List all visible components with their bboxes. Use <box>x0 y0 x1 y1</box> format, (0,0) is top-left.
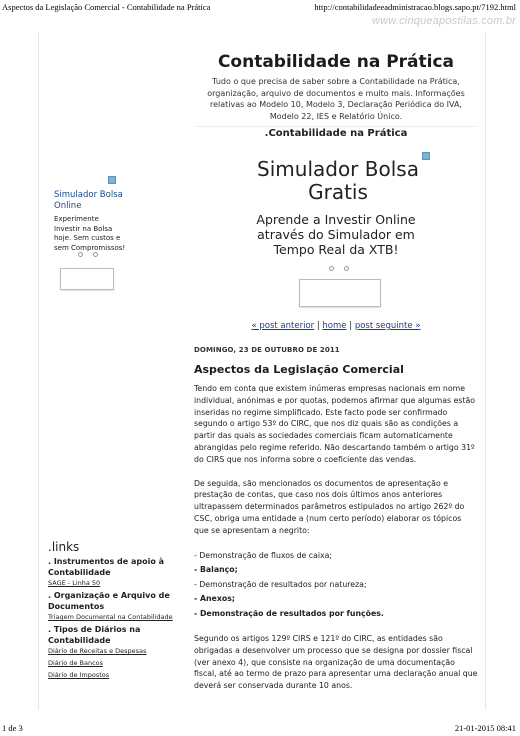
print-header-title: Aspectos da Legislação Comercial - Contabilidade na Prática <box>2 2 211 12</box>
previous-post-link[interactable]: « post anterior <box>251 321 315 331</box>
links-list <box>48 557 178 683</box>
pager-dot-icon[interactable] <box>93 252 98 257</box>
ad-banner-pager[interactable] <box>329 266 349 271</box>
print-footer <box>0 721 520 735</box>
post-date: DOMINGO, 23 DE OUTUBRO DE 2011 <box>194 346 340 354</box>
links-item <box>48 613 178 622</box>
post-list-item: - Demonstração de fluxos de caixa; <box>194 550 333 560</box>
ad-banner-button[interactable] <box>299 279 381 307</box>
post-list-item: - Demonstração de resultados por natureza; <box>194 579 367 589</box>
nav-separator: | <box>314 321 323 331</box>
links-item <box>48 579 178 588</box>
post-list-item: - Demonstração de resultados por funções. <box>194 608 384 618</box>
link-diario-receitas[interactable]: Diário de Receitas e Despesas <box>48 647 147 655</box>
ad-small-description: Experimente Investir na Bolsa hoje. Sem custos e sem Compromissos! <box>54 215 126 252</box>
nav-separator: | <box>346 321 355 331</box>
ad-banner[interactable] <box>194 148 478 318</box>
print-header-url: http://contabilidadeeadministracao.blogs.sapo.pt/7192.html <box>314 2 516 12</box>
post-paragraph: De seguida, são mencionados os documentos de apresentação e prestação de contas, que caso nos dois últimos anos anteriores ultrapassem determinados parâmetros estipulados no artigo 262º do CSC, obriga uma entidade a (num certo período) elaborar os tópicos que se apresentam a negrito: <box>194 478 465 535</box>
link-triagem[interactable]: Triagem Documental na Contabilidade <box>48 613 173 621</box>
ad-small-button[interactable] <box>60 268 114 290</box>
links-category: . Tipos de Diários na Contabilidade <box>48 625 141 645</box>
links-item <box>48 659 178 668</box>
ad-small-pager[interactable] <box>78 252 98 257</box>
blog-title[interactable]: Contabilidade na Prática <box>217 52 455 72</box>
blog-subtitle: .Contabilidade na Prática <box>194 126 478 139</box>
links-item <box>48 671 178 680</box>
post-title[interactable]: Aspectos da Legislação Comercial <box>194 363 404 376</box>
post-list-item: - Balanço; <box>194 565 238 575</box>
main-content <box>194 52 478 691</box>
links-item <box>48 647 178 656</box>
pager-dot-icon[interactable] <box>78 252 83 257</box>
next-post-link[interactable]: post seguinte » <box>354 321 421 331</box>
ad-small-title[interactable]: Simulador Bolsa Online <box>54 190 123 211</box>
blog-description: Tudo o que precisa de saber sobre a Contabilidade na Prática, organização, arquivo de documentos e muito mais. Informações relativas ao Modelo 10, Modelo 3, Declaração Periódica do IVA, Modelo 22, IES e Relatório Único. <box>207 77 465 121</box>
pager-dot-icon[interactable] <box>329 266 334 271</box>
post-body <box>194 383 478 704</box>
print-header <box>0 0 520 14</box>
post-list-item: - Anexos; <box>194 594 235 604</box>
adchoices-icon[interactable] <box>108 176 116 184</box>
link-sage[interactable]: SAGE - Linha 50 <box>48 579 101 587</box>
links-category: . Instrumentos de apoio à Contabilidade <box>48 557 165 577</box>
print-timestamp: 21-01-2015 08:41 <box>454 723 516 733</box>
link-diario-impostos[interactable]: Diário de Impostos <box>48 671 110 679</box>
post-list <box>194 549 478 622</box>
watermark: www.cinqueapostilas.com.br <box>372 15 516 27</box>
post-paragraph: Segundo os artigos 129º CIRS e 121º do CIRC, as entidades são obrigadas a desenvolver um processo que se designa por dossier fiscal (ver anexo 4), que consiste na organização de uma documentação fiscal, até ao termo de prazo para apresentar uma declaração anual que deverá ser conservada durante 10 anos. <box>194 634 478 691</box>
home-link[interactable]: home <box>322 321 347 331</box>
post-navigation <box>194 321 478 331</box>
link-diario-bancos[interactable]: Diário de Bancos <box>48 659 104 667</box>
post-paragraph: Tendo em conta que existem inúmeras empresas nacionais em nome individual, anónimas e por quotas, podemos afirmar que algumas estão inseridas no regime simplificado. Este facto pode ser confirmado segundo o artigo 53º do CIRC, que nos diz quais são as condições a partir das quais as sociedades comerciais ficam automaticamente abrangidas pelo regime referido. Não descartando também o artigo 31º do CIRS que nos informa sobre o coeficiente das vendas. <box>194 384 476 464</box>
pager-dot-icon[interactable] <box>344 266 349 271</box>
ad-banner-title[interactable]: Simulador Bolsa Gratis <box>257 157 419 204</box>
print-page-number: 1 de 3 <box>2 723 23 733</box>
links-category: . Organização e Arquivo de Documentos <box>48 591 170 611</box>
links-heading: .links <box>48 540 80 554</box>
ad-banner-description: Aprende a Investir Online através do Simulador em Tempo Real da XTB! <box>256 212 416 257</box>
